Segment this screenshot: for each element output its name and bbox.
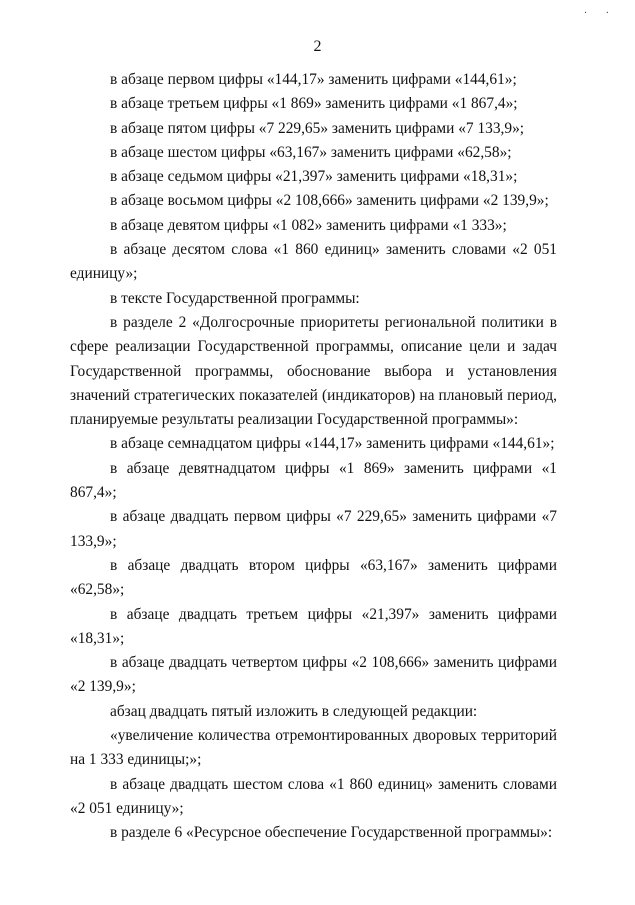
paragraph: в абзаце первом цифры «144,17» заменить цифрами «144,61»; bbox=[110, 71, 517, 88]
paragraph: в абзаце шестом цифры «63,167» заменить цифрами «62,58»; bbox=[110, 143, 512, 161]
paragraph: в абзаце двадцать втором цифры «63,167» заменить цифрами «62,58»; bbox=[70, 556, 557, 599]
scan-corner-mark: · · bbox=[583, 8, 617, 19]
paragraph: в абзаце третьем цифры «1 869» заменить цифрами «1 867,4»; bbox=[110, 95, 518, 113]
paragraph: абзац двадцать пятый изложить в следующей редакции: bbox=[110, 702, 478, 720]
paragraph: в абзаце десятом слова «1 860 единиц» заменить словами «2 051 единицу»; bbox=[70, 241, 557, 283]
paragraph: в абзаце семнадцатом цифры «144,17» заменить цифрами «144,61»; bbox=[110, 435, 555, 453]
document-body bbox=[70, 68, 557, 846]
paragraph: в абзаце седьмом цифры «21,397» заменить цифрами «18,31»; bbox=[110, 168, 518, 186]
paragraph: в абзаце двадцать третьем цифры «21,397» заменить цифрами «18,31»; bbox=[70, 605, 557, 647]
page-number: 2 bbox=[313, 38, 322, 55]
paragraph: «увеличение количества отремонтированных дворовых территорий на 1 333 единицы;»; bbox=[70, 727, 557, 769]
paragraph: в абзаце восьмом цифры «2 108,666» заменить цифрами «2 139,9»; bbox=[110, 192, 549, 210]
paragraph: в тексте Государственной программы: bbox=[110, 289, 360, 307]
paragraph: в абзаце двадцать четвертом цифры «2 108,666» заменить цифрами «2 139,9»; bbox=[70, 654, 557, 696]
paragraph: в абзаце девятом цифры «1 082» заменить цифрами «1 333»; bbox=[110, 216, 507, 234]
paragraph: в разделе 6 «Ресурсное обеспечение Государственной программы»: bbox=[110, 824, 553, 842]
paragraph: в абзаце двадцать первом цифры «7 229,65» заменить цифрами «7 133,9»; bbox=[70, 508, 557, 550]
paragraph: в абзаце двадцать шестом слова «1 860 единиц» заменить словами «2 051 единицу»; bbox=[70, 775, 557, 817]
paragraph: в разделе 2 «Долгосрочные приоритеты региональной политики в сфере реализации Государственной программы, описание цели и задач Государственной программы, обоснование выбора и установления значений стратегических показателей (индикаторов) на плановый период, планируемые результаты реализации Государственной программы»: bbox=[70, 313, 557, 429]
paragraph: в абзаце девятнадцатом цифры «1 869» заменить цифрами «1 867,4»; bbox=[70, 459, 557, 502]
paragraph: в абзаце пятом цифры «7 229,65» заменить цифрами «7 133,9»; bbox=[110, 119, 525, 137]
